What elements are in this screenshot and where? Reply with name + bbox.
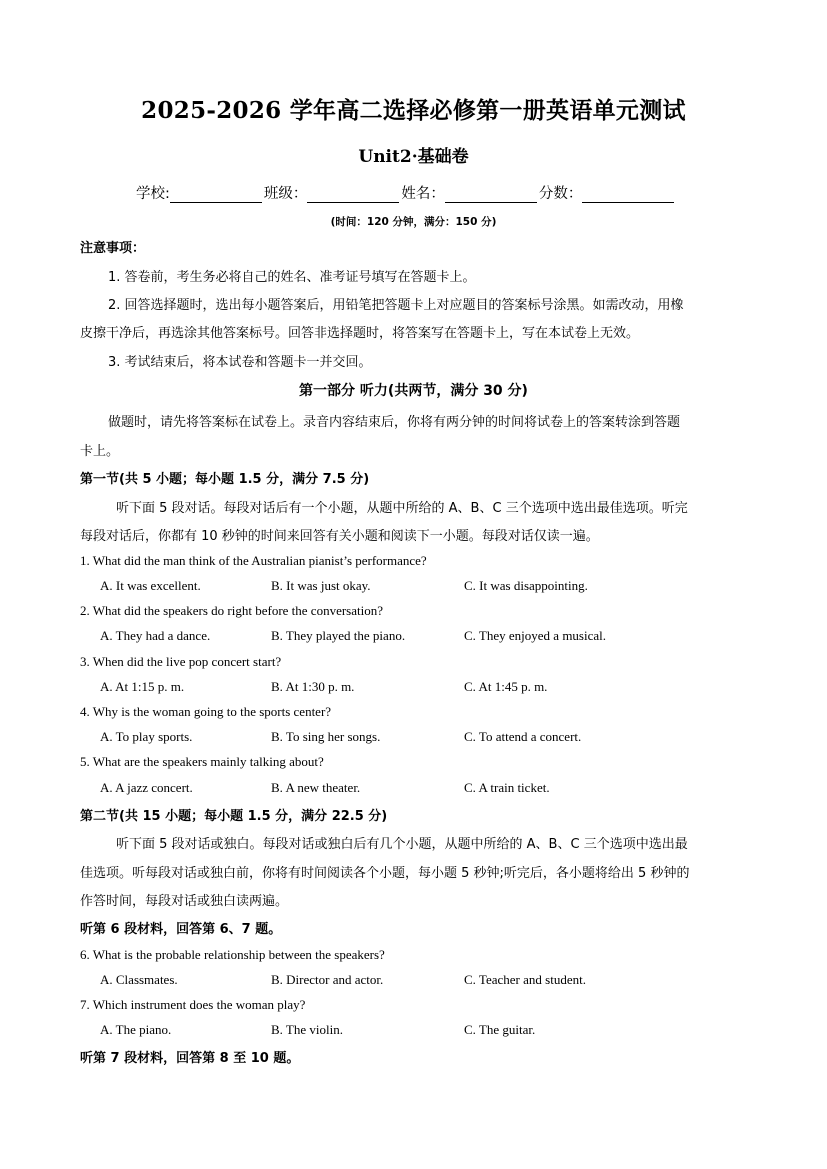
question-1: 1. What did the man think of the Australian pianist’s performance? [80,553,427,568]
question-2: 2. What did the speakers do right before the conversation? [80,603,383,618]
q3-option-a: A. At 1:15 p. m. [100,679,185,694]
name-label: 姓名： [401,186,445,202]
note-item-2-cont: 皮擦干净后，再选涂其他答案标号。回答非选择题时，将答案写在答题卡上，写在本试卷上无效。 [80,326,640,341]
note-item-1: 1. 答卷前，考生务必将自己的姓名、准考证号填写在答题卡上。 [108,270,476,285]
class-blank [307,187,399,203]
question-5: 5. What are the speakers mainly talking about? [80,754,324,769]
q3-option-c: C. At 1:45 p. m. [464,679,548,694]
question-6: 6. What is the probable relationship between the speakers? [80,947,385,962]
q5-option-b: B. A new theater. [271,780,361,795]
section2-heading: 第二节(共 15 小题；每小题 1.5 分，满分 22.5 分) [80,809,388,824]
q1-option-b: B. It was just okay. [271,578,371,593]
q1-option-c: C. It was disappointing. [464,578,588,593]
q7-option-c: C. The guitar. [464,1022,536,1037]
q3-option-b: B. At 1:30 p. m. [271,679,355,694]
notes-heading: 注意事项： [80,241,146,256]
score-label: 分数： [538,186,583,202]
question-7: 7. Which instrument does the woman play? [80,997,306,1012]
page-subtitle: Unit2·基础卷 [358,147,469,167]
section1-heading: 第一节(共 5 小题；每小题 1.5 分，满分 7.5 分) [80,472,370,487]
question-3: 3. When did the live pop concert start? [80,654,282,669]
name-blank [445,187,537,203]
student-info-line [136,182,676,203]
section2-intro-line3: 作答时间，每段对话或独白读两遍。 [80,894,289,909]
school-label: 学校: [136,186,170,202]
page-title: 2025-2026 学年高二选择必修第一册英语单元测试 [141,97,686,124]
score-blank [582,187,674,203]
school-blank [170,187,262,203]
section1-intro-line2: 每段对话后，你都有 10 秒钟的时间来回答有关小题和阅读下一小题。每段对话仅读一遍。 [80,529,599,544]
q1-option-a: A. It was excellent. [100,578,201,593]
q7-option-b: B. The violin. [271,1022,343,1037]
q6-option-c: C. Teacher and student. [464,972,586,987]
material-6-heading: 听第 6 段材料，回答第 6、7 题。 [80,922,282,937]
q2-option-c: C. They enjoyed a musical. [464,628,607,643]
part1-intro-line1: 做题时，请先将答案标在试卷上。录音内容结束后，你将有两分钟的时间将试卷上的答案转涂到答题 [108,415,681,430]
time-note: (时间：120 分钟，满分：150 分) [330,216,497,228]
q7-option-a: A. The piano. [100,1022,172,1037]
q4-option-c: C. To attend a concert. [464,729,582,744]
section2-intro-line1: 听下面 5 段对话或独白。每段对话或独白后有几个小题，从题中所给的 A、B、C 三个选项中选出最 [116,837,688,852]
class-label: 班级： [263,186,308,202]
part1-intro-line2: 卡上。 [80,444,120,459]
q6-option-a: A. Classmates. [100,972,178,987]
q2-option-a: A. They had a dance. [100,628,211,643]
q4-option-b: B. To sing her songs. [271,729,381,744]
material-7-heading: 听第 7 段材料，回答第 8 至 10 题。 [80,1051,300,1066]
part1-heading: 第一部分 听力(共两节，满分 30 分) [299,383,528,399]
q2-option-b: B. They played the piano. [271,628,406,643]
q5-option-c: C. A train ticket. [464,780,550,795]
question-4: 4. Why is the woman going to the sports center? [80,704,332,719]
note-item-2: 2. 回答选择题时，选出每小题答案后，用铅笔把答题卡上对应题目的答案标号涂黑。如需改动，用橡 [108,298,684,313]
q5-option-a: A. A jazz concert. [100,780,193,795]
section2-intro-line2: 佳选项。听每段对话或独白前，你将有时间阅读各个小题，每小题 5 秒钟;听完后，各小题将给出 5 秒钟的 [80,866,690,881]
q4-option-a: A. To play sports. [100,729,193,744]
q6-option-b: B. Director and actor. [271,972,384,987]
note-item-3: 3. 考试结束后，将本试卷和答题卡一并交回。 [108,355,372,370]
section1-intro-line1: 听下面 5 段对话。每段对话后有一个小题，从题中所给的 A、B、C 三个选项中选出最佳选项。听完 [116,501,688,516]
